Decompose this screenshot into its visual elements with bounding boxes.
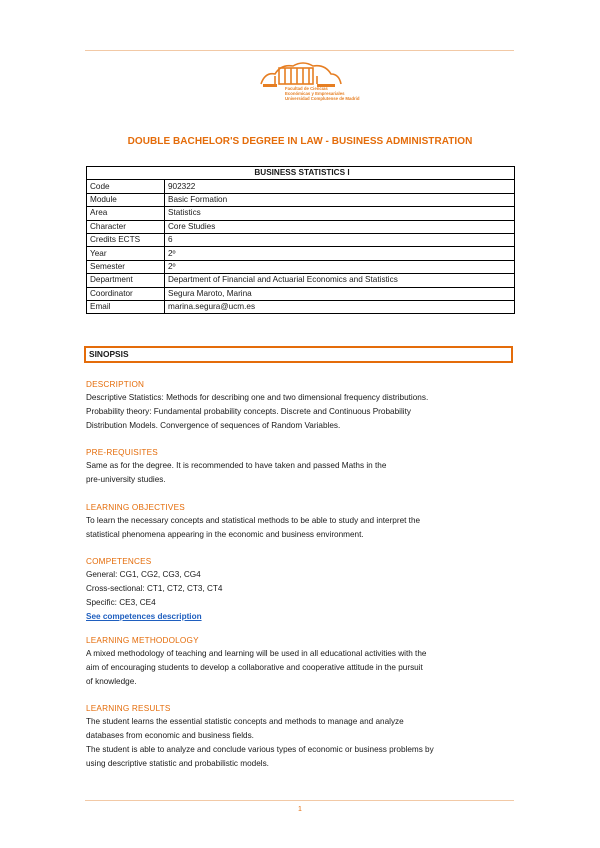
prerequisites-heading: PRE-REQUISITES [86, 448, 158, 457]
table-header-row [87, 167, 515, 180]
course-title: BUSINESS STATISTICS I [87, 167, 515, 180]
row-label: Coordinator [87, 287, 165, 300]
objectives-text: To learn the necessary concepts and statistical methods to be able to study and interpret the statistical phenomena appearing in the economic and business environment. [86, 516, 421, 539]
row-value: Core Studies [165, 220, 515, 233]
table-row [87, 247, 515, 260]
row-value: 2º [165, 247, 515, 260]
table-row [87, 300, 515, 313]
page-number: 1 [298, 806, 302, 813]
competences-link[interactable]: See competences description [86, 612, 202, 621]
table-row [87, 287, 515, 300]
row-value: 2º [165, 260, 515, 273]
header-rule [85, 50, 514, 51]
row-label: Area [87, 207, 165, 220]
row-value: Segura Maroto, Marina [165, 287, 515, 300]
row-value: Statistics [165, 207, 515, 220]
row-label: Email [87, 300, 165, 313]
row-label: Department [87, 274, 165, 287]
table-row [87, 193, 515, 206]
footer-rule [85, 800, 514, 801]
table-row [87, 180, 515, 193]
competences-text: General: CG1, CG2, CG3, CG4 Cross-sectional: CT1, CT2, CT3, CT4 Specific: CE3, CE4 See competences description [86, 568, 515, 624]
row-value: marina.segura@ucm.es [165, 300, 515, 313]
sinopsis-heading: SINOPSIS [84, 346, 513, 363]
degree-title: DOUBLE BACHELOR'S DEGREE IN LAW - BUSINESS ADMINISTRATION [127, 136, 473, 147]
results-heading: LEARNING RESULTS [86, 704, 171, 713]
description-heading: DESCRIPTION [86, 380, 145, 389]
row-label: Code [87, 180, 165, 193]
row-value: Basic Formation [165, 193, 515, 206]
table-row [87, 220, 515, 233]
table-row [87, 207, 515, 220]
results-text: The student learns the essential statistic concepts and methods to manage and analyze databases from economic and business fields. The student is able to analyze and conclude various types of economic or business problems by using descriptive statistic and probabilistic models. [86, 717, 434, 768]
course-info-table [86, 166, 515, 314]
row-label: Semester [87, 260, 165, 273]
faculty-logo [255, 56, 360, 112]
table-row [87, 260, 515, 273]
row-label: Module [87, 193, 165, 206]
row-value: Department of Financial and Actuarial Economics and Statistics [165, 274, 515, 287]
methodology-heading: LEARNING METHODOLOGY [86, 636, 199, 645]
row-label: Credits ECTS [87, 233, 165, 246]
prerequisites-text: Same as for the degree. It is recommended to have taken and passed Maths in the pre-university studies. [86, 461, 387, 484]
row-label: Year [87, 247, 165, 260]
competences-heading: COMPETENCES [86, 557, 152, 566]
logo-text: Facultad de Ciencias Económicas y Empresariales Universidad Complutense de Madrid [285, 86, 360, 101]
objectives-heading: LEARNING OBJECTIVES [86, 503, 185, 512]
table-row [87, 233, 515, 246]
methodology-text: A mixed methodology of teaching and learning will be used in all educational activities with the aim of encouraging students to develop a collaborative and cooperative attitude in the pursuit of knowledge. [86, 649, 427, 686]
description-text: Descriptive Statistics: Methods for describing one and two dimensional frequency distributions. Probability theory: Fundamental probability concepts. Discrete and Continuous Probability Distribution Models. Convergence of sequences of Random Variables. [86, 393, 429, 430]
row-label: Character [87, 220, 165, 233]
row-value: 902322 [165, 180, 515, 193]
table-row [87, 274, 515, 287]
row-value: 6 [165, 233, 515, 246]
